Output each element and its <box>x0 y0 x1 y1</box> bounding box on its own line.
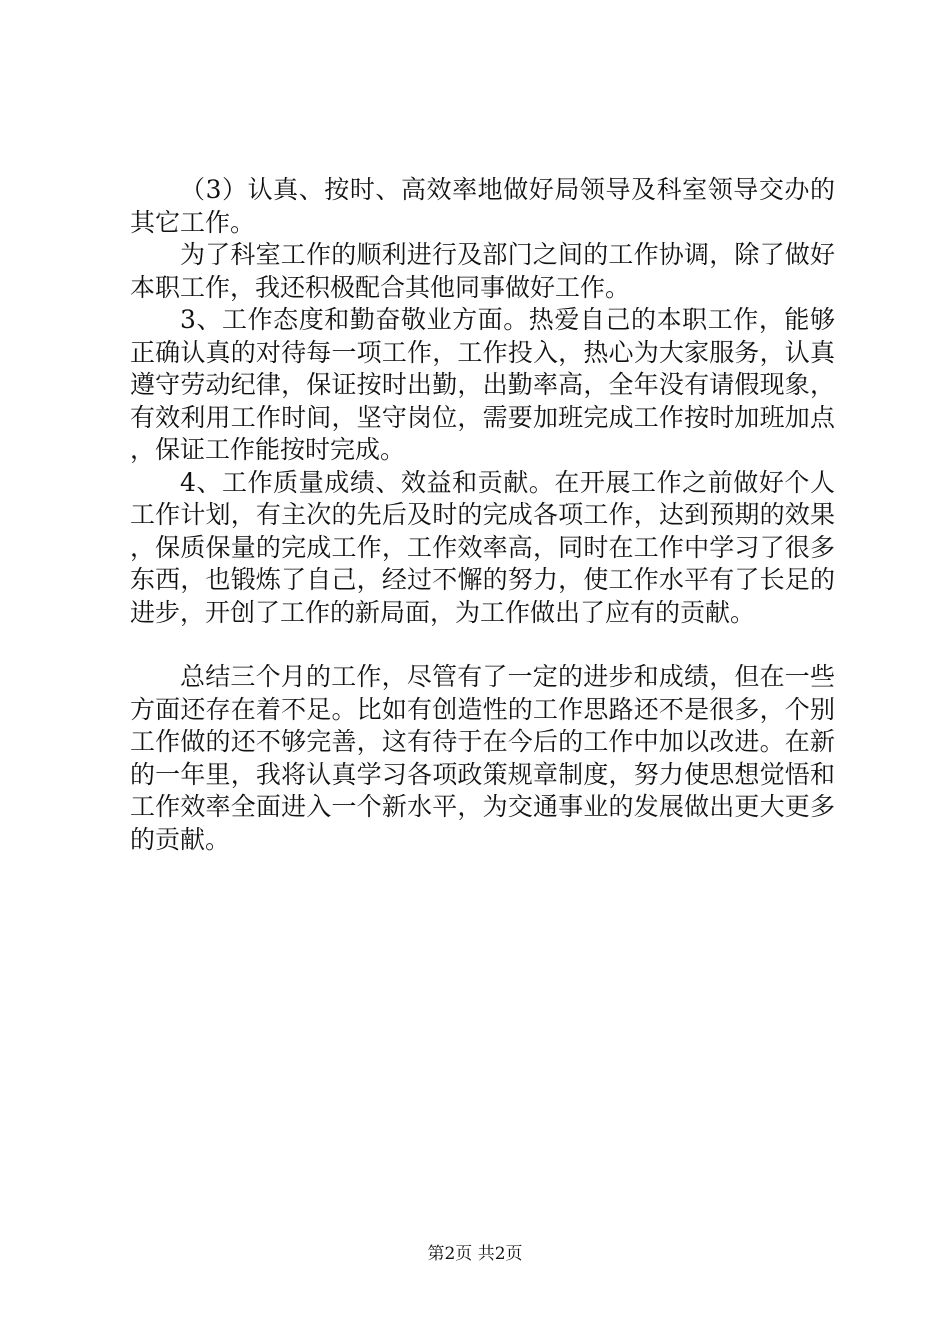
page-number-footer: 第2页 共2页 <box>427 1244 523 1264</box>
document-body <box>130 174 835 856</box>
paragraph-task-3: （3）认真、按时、高效率地做好局领导及科室领导交办的其它工作。 <box>130 175 835 237</box>
paragraph-work-attitude: 3、工作态度和勤奋敬业方面。热爱自己的本职工作，能够正确认真的对待每一项工作，工作投入，热心为大家服务，认真遵守劳动纪律，保证按时出勤，出勤率高，全年没有请假现象，有效利用工作时间，坚守岗位，需要加班完成工作按时加班加点，保证工作能按时完成。 <box>130 305 835 464</box>
paragraph-summary: 总结三个月的工作，尽管有了一定的进步和成绩，但在一些方面还存在着不足。比如有创造性的工作思路还不是很多，个别工作做的还不够完善，这有待于在今后的工作中加以改进。在新的一年里，我将认真学习各项政策规章制度，努力使思想觉悟和工作效率全面进入一个新水平，为交通事业的发展做出更大更多的贡献。 <box>130 662 835 854</box>
paragraph-work-quality: 4、工作质量成绩、效益和贡献。在开展工作之前做好个人工作计划，有主次的先后及时的完成各项工作，达到预期的效果，保质保量的完成工作，工作效率高，同时在工作中学习了很多东西，也锻炼了自己，经过不懈的努力，使工作水平有了长足的进步，开创了工作的新局面，为工作做出了应有的贡献。 <box>130 467 835 627</box>
paragraph-coordination: 为了科室工作的顺利进行及部门之间的工作协调，除了做好本职工作，我还积极配合其他同事做好工作。 <box>130 240 835 302</box>
